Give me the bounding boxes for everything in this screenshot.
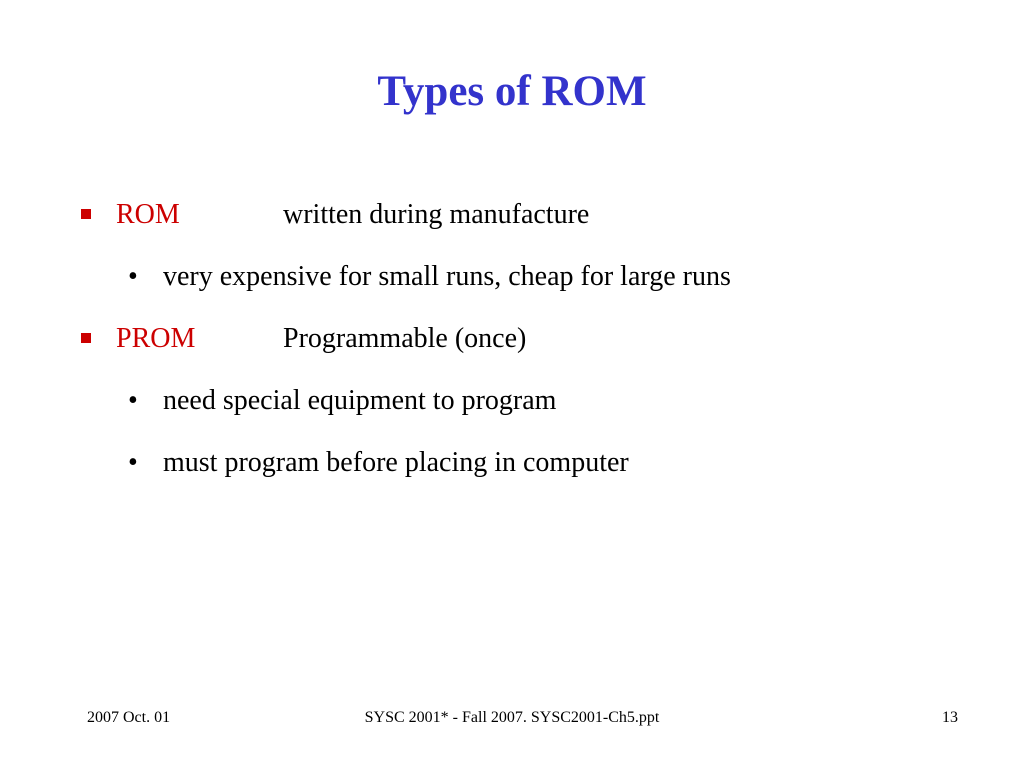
dot-bullet-icon: • [128, 261, 138, 292]
footer-page-number: 13 [942, 709, 958, 726]
sub-item [78, 381, 978, 443]
dot-bullet-icon: • [128, 447, 138, 478]
description-rom: written during manufacture [283, 199, 590, 230]
list-item-prom [78, 319, 978, 381]
slide-content [78, 195, 978, 505]
term-rom: ROM [116, 199, 180, 230]
sub-item [78, 257, 978, 319]
sub-item-text: need special equipment to program [163, 385, 557, 416]
list-item-rom [78, 195, 978, 257]
footer-date: 2007 Oct. 01 [87, 709, 171, 726]
slide-title: Types of ROM [377, 68, 647, 115]
sub-item [78, 443, 978, 505]
sub-item-text: must program before placing in computer [163, 447, 629, 478]
square-bullet-icon [81, 209, 91, 219]
description-prom: Programmable (once) [283, 323, 527, 354]
dot-bullet-icon: • [128, 385, 138, 416]
square-bullet-icon [81, 333, 91, 343]
term-prom: PROM [116, 323, 196, 354]
sub-item-text: very expensive for small runs, cheap for large runs [163, 261, 731, 292]
footer-course: SYSC 2001* - Fall 2007. SYSC2001-Ch5.ppt [364, 709, 660, 726]
